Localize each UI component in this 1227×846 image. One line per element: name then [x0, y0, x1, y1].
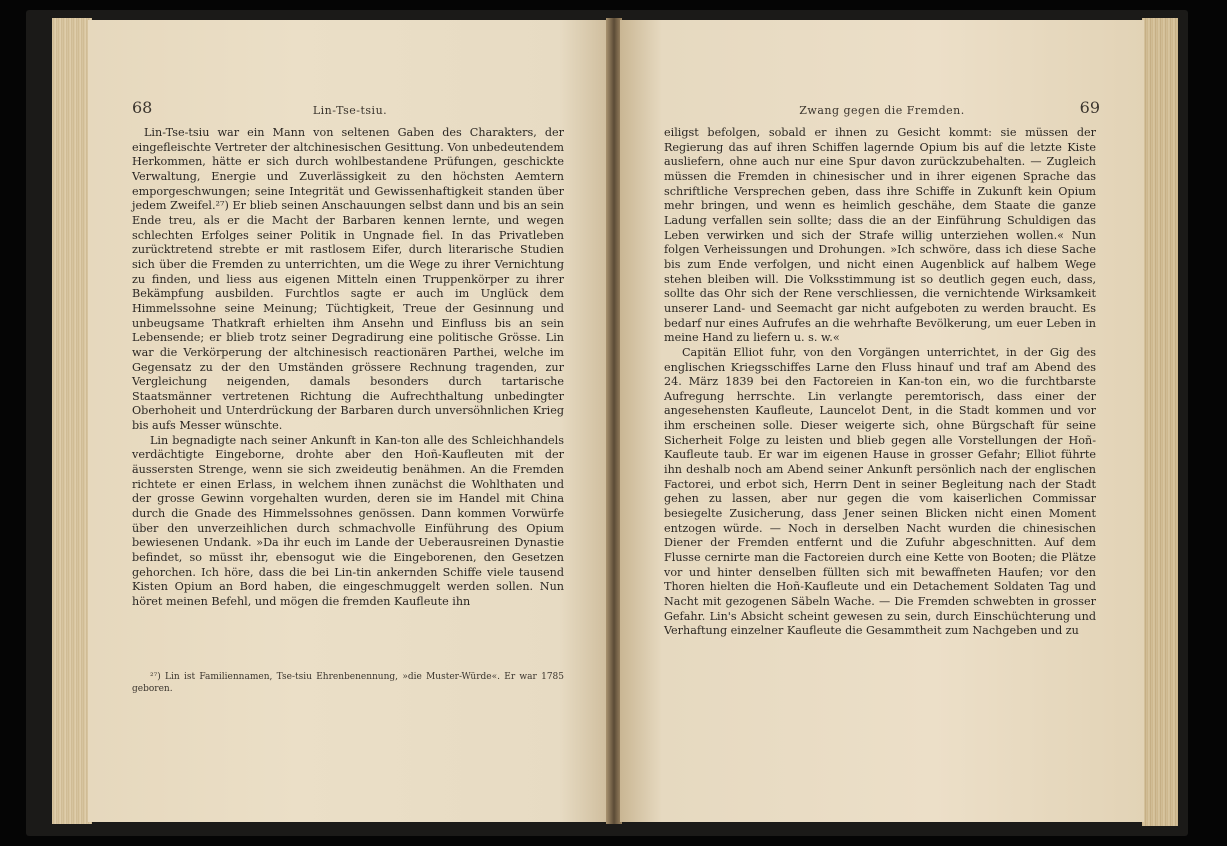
- right-running-title: Zwang gegen die Fremden.: [799, 104, 965, 117]
- right-page: [620, 20, 1144, 822]
- left-page-edges: [52, 18, 92, 824]
- paragraph: Lin-Tse-tsiu war ein Mann von seltenen Gaben des Charakters, der eingefleischte Vertreter der altchinesischen Gesittung. Von unbedeutendem Herkommen, hätte er sich durch wohlbestandene Prüfungen, geschickte Verwaltung, Energie und Zuverlässigkeit zu den höchsten Aemtern emporgeschwungen; seine Integrität und Gewissenhaftigkeit standen über jedem Zweifel.²⁷) Er blieb seinen Anschauungen selbst dann und bis an sein Ende treu, als er die Macht der Barbaren kennen lernte, und wegen schlechten Erfolges seiner Politik in Ungnade fiel. In das Privatleben zurücktretend strebte er mit rastlosem Eifer, durch literarische Studien sich über die Fremden zu unterrichten, um die Wege zu ihrer Vernichtung zu finden, und liess aus eigenen Mitteln einen Truppenkörper zu ihrer Bekämpfung ausbilden. Furchtlos sagte er auch im Unglück dem Himmelssohne seine Meinung; Tüchtigkeit, Treue der Gesinnung und unbeugsame Thatkraft erhielten ihm Ansehn und Einfluss bis an sein Lebensende; er blieb trotz seiner Degradirung eine politische Grösse. Lin war die Verkörperung der altchinesisch reactionären Parthei, welche im Gegensatz zu der den Umständen grössere Rechnung tragenden, zur Vergleichung neigenden, damals besonders durch tartarische Staatsmänner vertretenen Richtung die Aufrechthaltung unbedingter Oberhoheit und Unterdrückung der Barbaren durch unversöhnlichen Krieg bis aufs Messer wünschte.: [132, 126, 564, 433]
- paragraph: Capitän Elliot fuhr, von den Vorgängen unterrichtet, in der Gig des englischen Kriegsschiffes Larne den Fluss hinauf und traf am Abend des 24. März 1839 bei den Factoreien in Kan-ton ein, wo die furchtbarste Aufregung herrschte. Lin verlangte peremtorisch, dass einer der angesehensten Kaufleute, Launcelot Dent, in die Stadt kommen und vor ihm erscheinen solle. Dieser weigerte sich, ohne Bürgschaft für seine Sicherheit Folge zu leisten und blieb gegen alle Vorstellungen der Hoñ-Kaufleute taub. Er war im eigenen Hause in grosser Gefahr; Elliot führte ihn deshalb noch am Abend seiner Ankunft persönlich nach der englischen Factorei, und erbot sich, Herrn Dent in seiner Begleitung nach der Stadt gehen zu lassen, aber nur gegen die vom kaiserlichen Commissar besiegelte Zusicherung, dass Jener seinen Blicken nicht einen Moment entzogen würde. — Noch in derselben Nacht wurden die chinesischen Diener der Fremden entfernt und die Zufuhr abgeschnitten. Auf dem Flusse cernirte man die Factoreien durch eine Kette von Booten; die Plätze vor und hinter denselben füllten sich mit bewaffneten Haufen; vor den Thoren hielten die Hoñ-Kaufleute und ein Detachement Soldaten Tag und Nacht mit gezogenen Säbeln Wache. — Die Fremden schwebten in grosser Gefahr. Lin's Absicht scheint gewesen zu sein, durch Einschüchterung und Verhaftung einzelner Kaufleute die Gesammtheit zum Nachgeben und zu: [664, 345, 1096, 638]
- footnote: [132, 672, 564, 695]
- left-running-head: [132, 98, 568, 122]
- left-page: [88, 20, 612, 822]
- right-page-number: 69: [1079, 98, 1100, 117]
- paragraph: eiligst befolgen, sobald er ihnen zu Gesicht kommt: sie müssen der Regierung das auf ihren Schiffen lagernde Opium bis auf die letzte Kiste ausliefern, ohne auch nur eine Spur davon zurückzubehalten. — Zugleich müssen die Fremden in chinesischer und in ihrer eigenen Sprache das schriftliche Versprechen geben, dass ihre Schiffe in Zukunft kein Opium mehr bringen, und wenn es heimlich geschähe, dem Staate die ganze Ladung verfallen sein sollte; dass die an der Einführung Schuldigen das Leben verwirken und sich der Strafe willig unterziehen wollen.« Nun folgen Verheissungen und Drohungen. »Ich schwöre, dass ich diese Sache bis zum Ende verfolgen, und nicht einen Augenblick auf halbem Wege stehen bleiben will. Die Volksstimmung ist so deutlich gegen euch, dass, sollte das Ohr sich der Rene verschliessen, die vernichtende Wirksamkeit unserer Land- und Seemacht gar nicht aufgeboten zu werden braucht. Es bedarf nur eines Aufrufes an die wehrhafte Bevölkerung, um euer Leben in meine Hand zu liefern u. s. w.«: [664, 126, 1096, 345]
- paragraph: Lin begnadigte nach seiner Ankunft in Kan-ton alle des Schleichhandels verdächtigte Eingeborne, drohte aber den Hoñ-Kaufleuten mit der äussersten Strenge, wenn sie sich zweideutig benähmen. An die Fremden richtete er einen Erlass, in welchem ihnen zunächst die Wohlthaten und der grosse Gewinn vorgehalten wurden, deren sie im Handel mit China durch die Gnade des Himmelssohnes genössen. Dann kommen Vorwürfe über den unverzeihlichen durch schmachvolle Einführung des Opium bewiesenen Undank. »Da ihr euch im Lande der Ueberausreinen Dynastie befindet, so müsst ihr, ebensogut wie die Eingeborenen, den Gesetzen gehorchen. Ich höre, dass die bei Lin-tin ankernden Schiffe viele tausend Kisten Opium an Bord haben, die eingeschmuggelt werden sollen. Nun höret meinen Befehl, und mögen die fremden Kaufleute ihn: [132, 433, 564, 608]
- left-page-number: 68: [132, 98, 153, 117]
- left-body-text: [132, 126, 564, 610]
- footnote-text: ²⁷) Lin ist Familiennamen, Tse-tsiu Ehrenbenennung, »die Muster-Würde«. Er war 1785 geboren.: [132, 672, 564, 694]
- left-running-title: Lin-Tse-tsiu.: [312, 104, 388, 117]
- right-body-text: [664, 126, 1096, 639]
- right-running-head: [664, 98, 1100, 122]
- right-page-edges: [1142, 18, 1178, 826]
